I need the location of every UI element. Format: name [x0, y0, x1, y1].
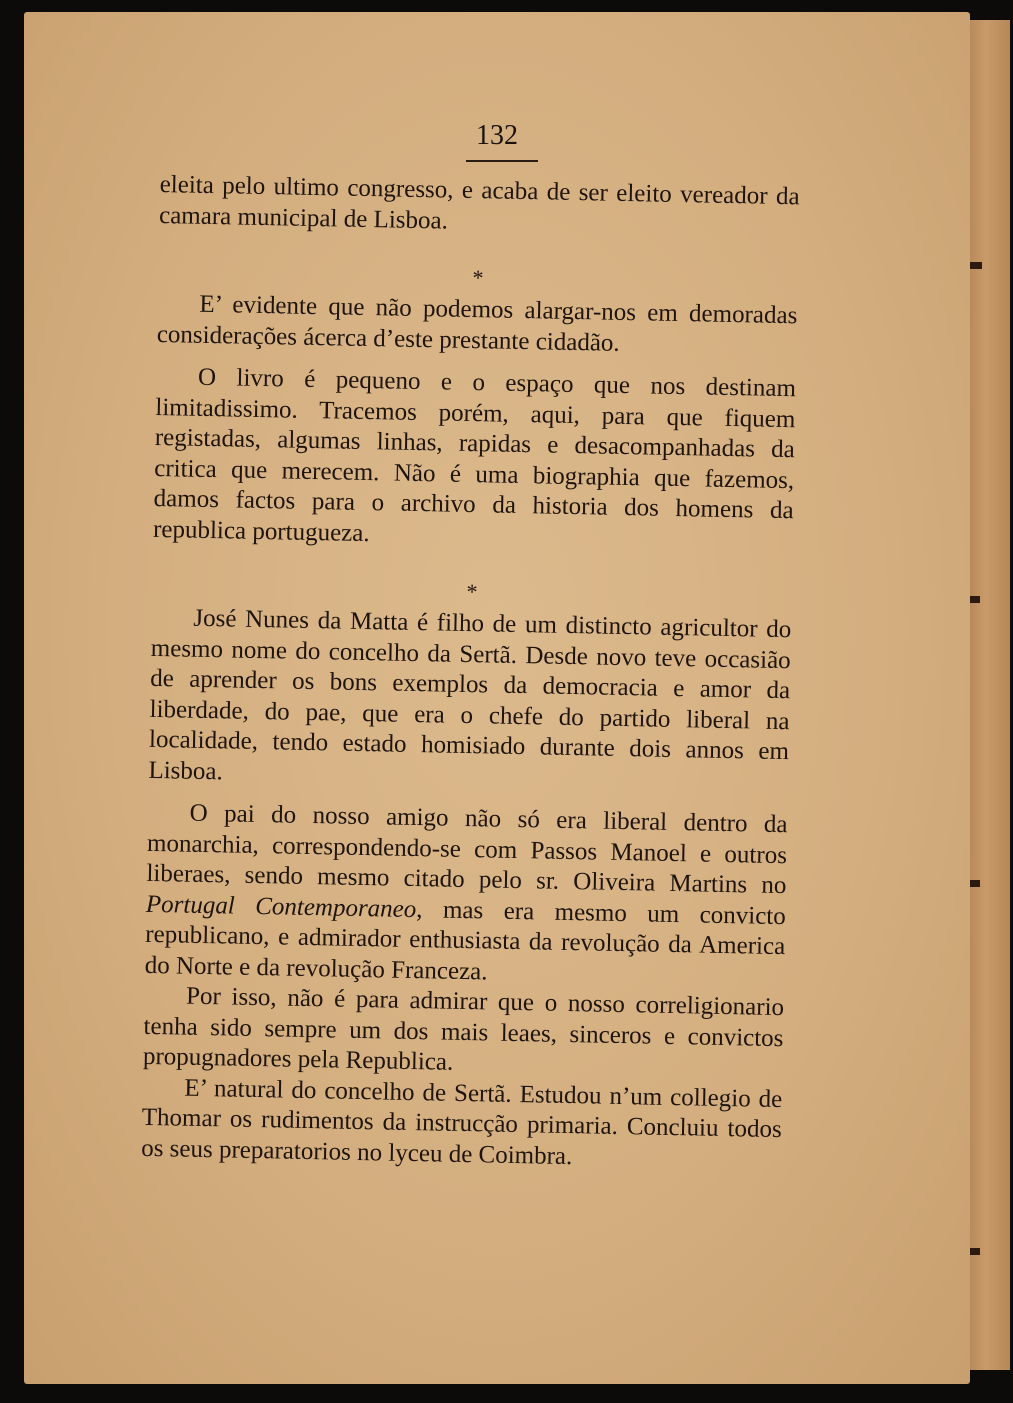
paragraph: O livro é pequeno e o espaço que nos destinam limitadissimo. Tracemos porém, aqui, para que fiquem registadas, algumas linhas, rapidas e desacompanhadas da critica que merecem. Não é uma biographia que fazemos, damos factos para o archivo da historia dos homens da republica portugueza. [152, 363, 797, 547]
page-number-rule [466, 160, 538, 162]
book-title: Portugal Contemporaneo [145, 890, 417, 923]
page-body [141, 170, 800, 1176]
paragraph-text: O pai do nosso amigo não só era liberal dentro da monarchia, correspondendo-se com Passos Manoel e outros liberaes, sendo mesmo citado pelo sr. Oliveira Martins no [146, 799, 788, 900]
paragraph: E’ evidente que não podemos alargar-nos em demoradas considerações ácerca d’este prestante cidadão. [156, 290, 798, 357]
paragraph-text: , mas era mesmo um convicto republicano, e admirador enthusiasta da revolução da America do Norte e da revolução Franceza. [144, 895, 787, 985]
paragraph: José Nunes da Matta é filho de um distincto agricultor do mesmo nome do concelho da Sertã. Desde novo teve occasião de aprender os bons exemplos da democracia e amor da liberdade, do pae, que era o chefe do partido liberal na localidade, tendo estado homisiado durante dois annos em Lisboa. [148, 604, 792, 785]
paragraph: Por isso, não é para admirar que o nosso correligionario tenha sido sempre um dos mais leaes, sinceros e convictos propugnadores pela Republica. [142, 982, 785, 1076]
paragraph: E’ natural do concelho de Sertã. Estudou n’um collegio de Thomar os rudimentos da instrucção primaria. Concluiu todos os seus preparatorios no lyceu de Coimbra. [140, 1074, 783, 1170]
paragraph [144, 798, 787, 993]
next-page-edge [968, 20, 1010, 1370]
page-number: 132 [476, 120, 518, 151]
section-separator: * [472, 265, 484, 291]
paragraph: eleita pelo ultimo congresso, e acaba de ser eleito vereador da camara municipal de Lisboa. [158, 170, 800, 235]
section-separator: * [466, 578, 478, 605]
page-edge-mark [968, 262, 982, 269]
